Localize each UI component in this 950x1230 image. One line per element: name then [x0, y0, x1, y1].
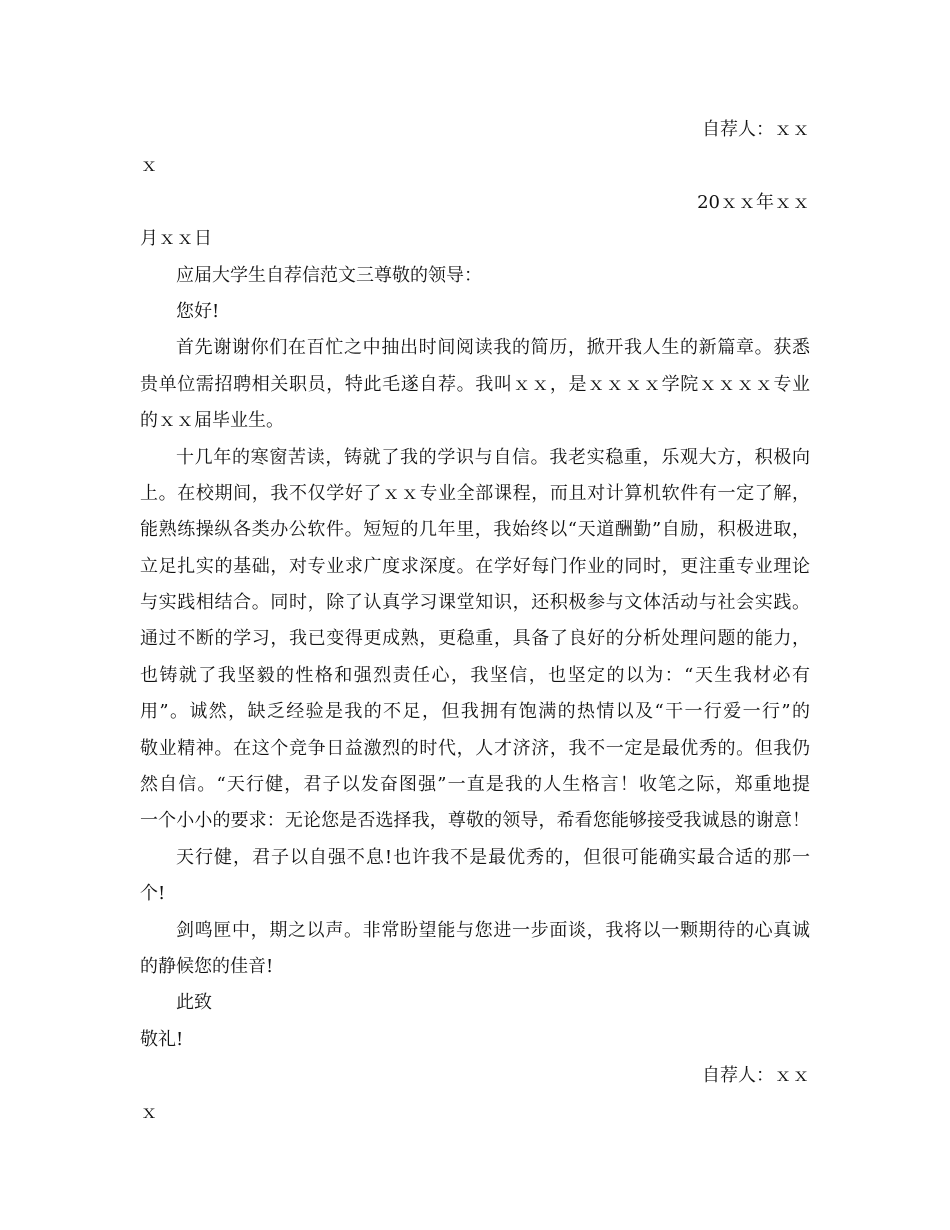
- paragraph-line: 剑鸣匣中，期之以声。非常盼望能与您进一步面谈，我将以一颗期待的心真诚: [176, 919, 810, 941]
- paragraph-line: 个!: [140, 883, 166, 905]
- letter-body: [140, 112, 810, 1131]
- bottom-signature-wrap: ｘ: [140, 1101, 158, 1123]
- bottom-signature-line: 自荐人：ｘｘ: [702, 1065, 810, 1087]
- paragraph-line: 能熟练操纵各类办公软件。短短的几年里，我始终以“天道酬勤”自励，积极进取，: [140, 519, 810, 541]
- paragraph-line: 用”。诚然，缺乏经验是我的不足，但我拥有饱满的热情以及“干一行爱一行”的: [140, 701, 810, 723]
- paragraph-line: 首先谢谢你们在百忙之中抽出时间阅读我的简历，掀开我人生的新篇章。获悉: [176, 337, 810, 359]
- closing-jing-li: 敬礼!: [140, 1028, 184, 1050]
- paragraph-line: 的ｘｘ届毕业生。: [140, 410, 284, 432]
- paragraph-line: 贵单位需招聘相关职员，特此毛遂自荐。我叫ｘｘ，是ｘｘｘｘ学院ｘｘｘｘ专业: [140, 373, 810, 395]
- paragraph-line: 立足扎实的基础，对专业求广度求深度。在学好每门作业的同时，更注重专业理论: [140, 555, 810, 577]
- paragraph-line: 也铸就了我坚毅的性格和强烈责任心，我坚信，也坚定的以为：“天生我材必有: [140, 664, 810, 686]
- paragraph-line: 与实践相结合。同时，除了认真学习课堂知识，还积极参与文体活动与社会实践。: [140, 592, 810, 614]
- greeting: 您好!: [176, 300, 220, 322]
- paragraph-line: 的静候您的佳音!: [140, 955, 274, 977]
- top-signature-line: 自荐人：ｘｘ: [702, 119, 810, 140]
- paragraph-line: 十几年的寒窗苦读，铸就了我的学识与自信。我老实稳重，乐观大方，积极向: [176, 446, 810, 468]
- closing-ci-zhi: 此致: [176, 992, 212, 1014]
- paragraph-line: 通过不断的学习，我已变得更成熟，更稳重，具备了良好的分析处理问题的能力，: [140, 628, 810, 650]
- paragraph-line: 上。在校期间，我不仅学好了ｘｘ专业全部课程，而且对计算机软件有一定了解，: [140, 482, 810, 504]
- paragraph-4: [140, 913, 810, 986]
- paragraph-line: 天行健，君子以自强不息!也许我不是最优秀的，但很可能确实最合适的那一: [176, 846, 810, 868]
- salutation: 应届大学生自荐信范文三尊敬的领导：: [176, 264, 482, 286]
- paragraph-line: 敬业精神。在这个竞争日益激烈的时代，人才济济，我不一定是最优秀的。但我仍: [140, 737, 810, 759]
- top-signature-wrap: ｘ: [140, 155, 158, 177]
- paragraph-3: [140, 840, 810, 913]
- paragraph-line: 然自信。“天行健，君子以发奋图强”一直是我的人生格言！收笔之际，郑重地提: [140, 774, 810, 796]
- paragraph-line: 一个小小的要求：无论您是否选择我，尊敬的领导，希看您能够接受我诚恳的谢意！: [140, 810, 810, 832]
- paragraph-2: [140, 440, 810, 840]
- paragraph-1: [140, 330, 810, 439]
- top-date-line: 20ｘｘ年ｘｘ: [697, 191, 810, 213]
- top-date-wrap: 月ｘｘ日: [140, 228, 212, 250]
